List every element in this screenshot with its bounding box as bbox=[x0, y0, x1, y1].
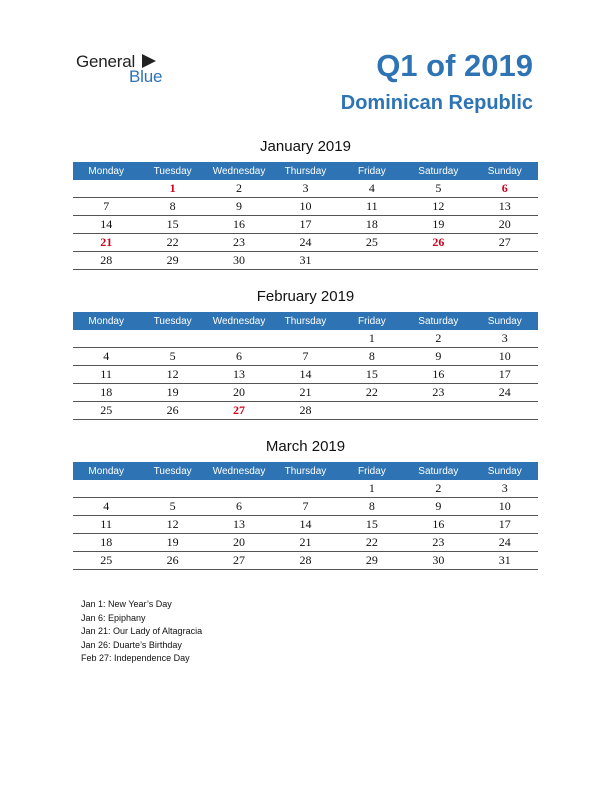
day-cell: 7 bbox=[272, 498, 338, 516]
week-row bbox=[73, 516, 538, 534]
holiday-day-cell: 26 bbox=[405, 234, 471, 252]
page-title: Q1 of 2019 bbox=[376, 48, 533, 83]
logo-blue-text: Blue bbox=[129, 67, 163, 86]
day-cell: 25 bbox=[73, 552, 139, 570]
day-cell: 30 bbox=[405, 552, 471, 570]
week-row bbox=[73, 234, 538, 252]
empty-day-cell bbox=[206, 330, 272, 348]
calendar-grid bbox=[73, 312, 538, 420]
weekday-header: Saturday bbox=[405, 162, 471, 180]
holiday-note: Jan 21: Our Lady of Altagracia bbox=[81, 626, 203, 636]
month-title: March 2019 bbox=[265, 438, 346, 455]
day-cell: 23 bbox=[206, 234, 272, 252]
weekday-header: Sunday bbox=[472, 312, 538, 330]
day-cell: 5 bbox=[139, 498, 205, 516]
empty-day-cell bbox=[206, 480, 272, 498]
weekday-header: Sunday bbox=[472, 162, 538, 180]
empty-day-cell bbox=[73, 180, 139, 198]
month-title: February 2019 bbox=[256, 288, 355, 305]
day-cell: 19 bbox=[139, 534, 205, 552]
day-cell: 9 bbox=[405, 348, 471, 366]
weekday-header: Wednesday bbox=[206, 312, 272, 330]
day-cell: 1 bbox=[339, 480, 405, 498]
day-cell: 13 bbox=[206, 516, 272, 534]
day-cell: 22 bbox=[339, 384, 405, 402]
week-row bbox=[73, 348, 538, 366]
day-cell: 13 bbox=[206, 366, 272, 384]
weekday-header: Friday bbox=[339, 462, 405, 480]
week-row bbox=[73, 534, 538, 552]
logo-general-text: General bbox=[76, 52, 136, 71]
calendar-grid bbox=[73, 462, 538, 570]
month-january bbox=[73, 138, 538, 270]
week-row bbox=[73, 384, 538, 402]
logo-flag-icon bbox=[142, 54, 156, 68]
day-cell: 11 bbox=[73, 516, 139, 534]
day-cell: 27 bbox=[472, 234, 538, 252]
empty-day-cell bbox=[339, 402, 405, 420]
empty-day-cell bbox=[472, 252, 538, 270]
weekday-header: Monday bbox=[73, 462, 139, 480]
day-cell: 24 bbox=[272, 234, 338, 252]
weekday-header-row bbox=[73, 462, 538, 480]
day-cell: 21 bbox=[272, 384, 338, 402]
day-cell: 5 bbox=[405, 180, 471, 198]
day-cell: 1 bbox=[339, 330, 405, 348]
day-cell: 14 bbox=[272, 516, 338, 534]
day-cell: 8 bbox=[139, 198, 205, 216]
empty-day-cell bbox=[405, 252, 471, 270]
holiday-day-cell: 1 bbox=[139, 180, 205, 198]
day-cell: 16 bbox=[405, 366, 471, 384]
day-cell: 6 bbox=[206, 498, 272, 516]
day-cell: 15 bbox=[339, 366, 405, 384]
day-cell: 27 bbox=[206, 552, 272, 570]
day-cell: 10 bbox=[472, 498, 538, 516]
day-cell: 17 bbox=[472, 516, 538, 534]
day-cell: 22 bbox=[339, 534, 405, 552]
day-cell: 7 bbox=[272, 348, 338, 366]
day-cell: 28 bbox=[73, 252, 139, 270]
country-title: Dominican Republic bbox=[340, 92, 533, 114]
weekday-header-row bbox=[73, 312, 538, 330]
week-row bbox=[73, 252, 538, 270]
month-march bbox=[73, 438, 538, 570]
holiday-note: Jan 1: New Year’s Day bbox=[81, 599, 172, 609]
day-cell: 29 bbox=[139, 252, 205, 270]
week-row bbox=[73, 330, 538, 348]
holiday-notes bbox=[81, 598, 202, 666]
day-cell: 24 bbox=[472, 384, 538, 402]
holiday-day-cell: 21 bbox=[73, 234, 139, 252]
weekday-header: Thursday bbox=[272, 312, 338, 330]
day-cell: 19 bbox=[405, 216, 471, 234]
week-row bbox=[73, 402, 538, 420]
weekday-header: Wednesday bbox=[206, 462, 272, 480]
day-cell: 10 bbox=[472, 348, 538, 366]
day-cell: 28 bbox=[272, 402, 338, 420]
weekday-header: Friday bbox=[339, 312, 405, 330]
month-title: January 2019 bbox=[260, 138, 351, 155]
day-cell: 9 bbox=[206, 198, 272, 216]
day-cell: 3 bbox=[272, 180, 338, 198]
weekday-header: Sunday bbox=[472, 462, 538, 480]
week-row bbox=[73, 552, 538, 570]
empty-day-cell bbox=[73, 480, 139, 498]
day-cell: 20 bbox=[206, 384, 272, 402]
day-cell: 19 bbox=[139, 384, 205, 402]
holiday-day-cell: 27 bbox=[206, 402, 272, 420]
day-cell: 2 bbox=[405, 330, 471, 348]
day-cell: 15 bbox=[339, 516, 405, 534]
day-cell: 4 bbox=[73, 498, 139, 516]
day-cell: 14 bbox=[272, 366, 338, 384]
empty-day-cell bbox=[139, 330, 205, 348]
day-cell: 11 bbox=[339, 198, 405, 216]
day-cell: 20 bbox=[206, 534, 272, 552]
logo bbox=[76, 52, 176, 92]
day-cell: 3 bbox=[472, 480, 538, 498]
day-cell: 31 bbox=[472, 552, 538, 570]
day-cell: 5 bbox=[139, 348, 205, 366]
weekday-header-row bbox=[73, 162, 538, 180]
day-cell: 12 bbox=[405, 198, 471, 216]
day-cell: 16 bbox=[405, 516, 471, 534]
empty-day-cell bbox=[272, 330, 338, 348]
weekday-header: Friday bbox=[339, 162, 405, 180]
weekday-header: Tuesday bbox=[139, 312, 205, 330]
empty-day-cell bbox=[339, 252, 405, 270]
day-cell: 26 bbox=[139, 552, 205, 570]
weekday-header: Thursday bbox=[272, 462, 338, 480]
day-cell: 2 bbox=[405, 480, 471, 498]
day-cell: 15 bbox=[139, 216, 205, 234]
day-cell: 16 bbox=[206, 216, 272, 234]
day-cell: 26 bbox=[139, 402, 205, 420]
day-cell: 25 bbox=[339, 234, 405, 252]
day-cell: 18 bbox=[73, 384, 139, 402]
weekday-header: Monday bbox=[73, 162, 139, 180]
day-cell: 11 bbox=[73, 366, 139, 384]
holiday-day-cell: 6 bbox=[472, 180, 538, 198]
empty-day-cell bbox=[73, 330, 139, 348]
day-cell: 23 bbox=[405, 384, 471, 402]
empty-day-cell bbox=[472, 402, 538, 420]
weekday-header: Thursday bbox=[272, 162, 338, 180]
holiday-note: Feb 27: Independence Day bbox=[81, 653, 190, 663]
month-february bbox=[73, 288, 538, 420]
day-cell: 3 bbox=[472, 330, 538, 348]
day-cell: 8 bbox=[339, 498, 405, 516]
day-cell: 17 bbox=[272, 216, 338, 234]
empty-day-cell bbox=[405, 402, 471, 420]
day-cell: 30 bbox=[206, 252, 272, 270]
holiday-note: Jan 26: Duarte’s Birthday bbox=[81, 639, 182, 650]
week-row bbox=[73, 198, 538, 216]
empty-day-cell bbox=[272, 480, 338, 498]
day-cell: 7 bbox=[73, 198, 139, 216]
day-cell: 28 bbox=[272, 552, 338, 570]
day-cell: 17 bbox=[472, 366, 538, 384]
weekday-header: Saturday bbox=[405, 462, 471, 480]
week-row bbox=[73, 366, 538, 384]
day-cell: 21 bbox=[272, 534, 338, 552]
day-cell: 12 bbox=[139, 516, 205, 534]
holiday-note: Jan 6: Epiphany bbox=[81, 612, 146, 623]
day-cell: 18 bbox=[73, 534, 139, 552]
week-row bbox=[73, 480, 538, 498]
day-cell: 10 bbox=[272, 198, 338, 216]
day-cell: 2 bbox=[206, 180, 272, 198]
week-row bbox=[73, 498, 538, 516]
day-cell: 18 bbox=[339, 216, 405, 234]
day-cell: 24 bbox=[472, 534, 538, 552]
weekday-header: Tuesday bbox=[139, 462, 205, 480]
day-cell: 6 bbox=[206, 348, 272, 366]
week-row bbox=[73, 180, 538, 198]
day-cell: 12 bbox=[139, 366, 205, 384]
empty-day-cell bbox=[139, 480, 205, 498]
day-cell: 25 bbox=[73, 402, 139, 420]
weekday-header: Saturday bbox=[405, 312, 471, 330]
calendar-grid bbox=[73, 162, 538, 270]
day-cell: 31 bbox=[272, 252, 338, 270]
day-cell: 29 bbox=[339, 552, 405, 570]
day-cell: 13 bbox=[472, 198, 538, 216]
day-cell: 4 bbox=[339, 180, 405, 198]
week-row bbox=[73, 216, 538, 234]
day-cell: 4 bbox=[73, 348, 139, 366]
day-cell: 9 bbox=[405, 498, 471, 516]
weekday-header: Monday bbox=[73, 312, 139, 330]
day-cell: 23 bbox=[405, 534, 471, 552]
day-cell: 22 bbox=[139, 234, 205, 252]
weekday-header: Wednesday bbox=[206, 162, 272, 180]
day-cell: 8 bbox=[339, 348, 405, 366]
day-cell: 14 bbox=[73, 216, 139, 234]
day-cell: 20 bbox=[472, 216, 538, 234]
weekday-header: Tuesday bbox=[139, 162, 205, 180]
